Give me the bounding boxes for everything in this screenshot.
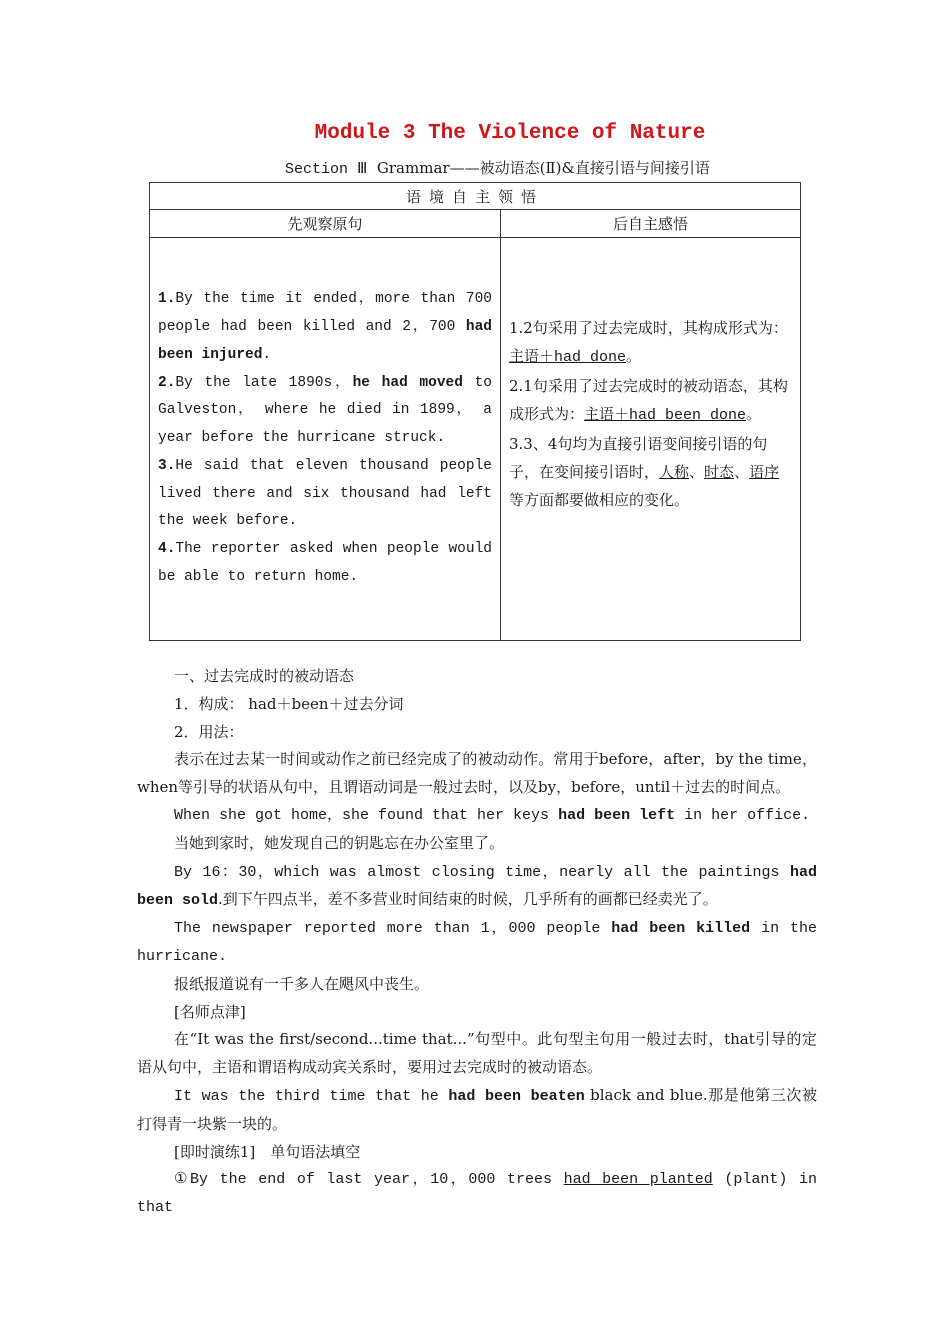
note-item: 1.2句采用了过去完成时，其构成形式为：主语＋had done。 — [509, 319, 788, 366]
example-sentence: 3.He said that eleven thousand people lived there and six thousand had left the week before. — [158, 457, 492, 530]
drill-answer: had been planted — [563, 1171, 713, 1189]
tip-heading: [名师点津] — [174, 1002, 246, 1021]
example-sentence: 4.The reporter asked when people would be able to return home. — [158, 541, 492, 586]
section-label: Section Ⅲ — [285, 161, 368, 178]
example-sentence: The newspaper reported more than 1，000 people had been killed in the hurricane. — [137, 920, 817, 965]
example-sentence: 2.By the late 1890s，he had moved to Galveston， where he died in 1899， a year before the hurricane struck. — [158, 374, 492, 447]
example-translation: 报纸报道说有一千多人在飓风中丧生。 — [174, 974, 430, 993]
note-item: 3.3、4句均为直接引语变间接引语的句子，在变间接引语时，人称、时态、语序等方面都要做相应的变化。 — [509, 435, 780, 509]
example-sentence: When she got home，she found that her keys had been left in her office. — [174, 806, 811, 824]
column-header-observe: 先观察原句 — [150, 210, 501, 238]
section-heading: 一、过去完成时的被动语态 — [174, 667, 355, 685]
grammar-content — [137, 663, 817, 1222]
context-table — [149, 182, 801, 641]
drill-item: ①By the end of last year，10，000 trees had been planted (plant) in that — [137, 1171, 817, 1217]
table-header: 语境自主领悟 — [150, 183, 801, 210]
page-title: Module 3 The Violence of Nature — [314, 122, 706, 145]
column-header-reflect: 后自主感悟 — [501, 210, 801, 238]
section-subtitle — [285, 157, 710, 178]
notes-cell — [501, 238, 801, 641]
example-translation: 当她到家时，她发现自己的钥匙忘在办公室里了。 — [174, 833, 505, 852]
usage-text: 表示在过去某一时间或动作之前已经完成了的被动动作。常用于before，after，by the time，when等引导的状语从句中，且谓语动词是一般过去时，以及by，before，until＋过去的时间点。 — [137, 750, 817, 797]
usage-heading: 2．用法： — [174, 722, 244, 741]
example-sentence: It was the third time that he had been beaten black and blue.那是他第三次被打得青一块紫一块的。 — [137, 1085, 817, 1133]
example-sentences-cell — [150, 238, 501, 641]
tip-text: 在“It was the first/second...time that...”句型中。此句型主句用一般过去时，that引导的定语从句中，主语和谓语构成动宾关系时，要用过去完成时的被动语态。 — [137, 1030, 817, 1077]
drill-heading: [即时演练1] 单句语法填空 — [174, 1142, 361, 1161]
example-sentence: 1.By the time it ended，more than 700 people had been killed and 2，700 had been injured. — [158, 291, 492, 363]
note-item: 2.1句采用了过去完成时的被动语态，其构成形式为：主语＋had been done。 — [509, 377, 788, 424]
example-sentence: By 16：30，which was almost closing time，nearly all the paintings had been sold.到下午四点半，差不多营业时间结束的时候，几乎所有的画都已经卖光了。 — [137, 863, 817, 910]
grammar-label: Grammar——被动语态(Ⅱ)&直接引语与间接引语 — [376, 159, 710, 177]
form-rule: 1．构成： had＋been＋过去分词 — [174, 694, 404, 713]
